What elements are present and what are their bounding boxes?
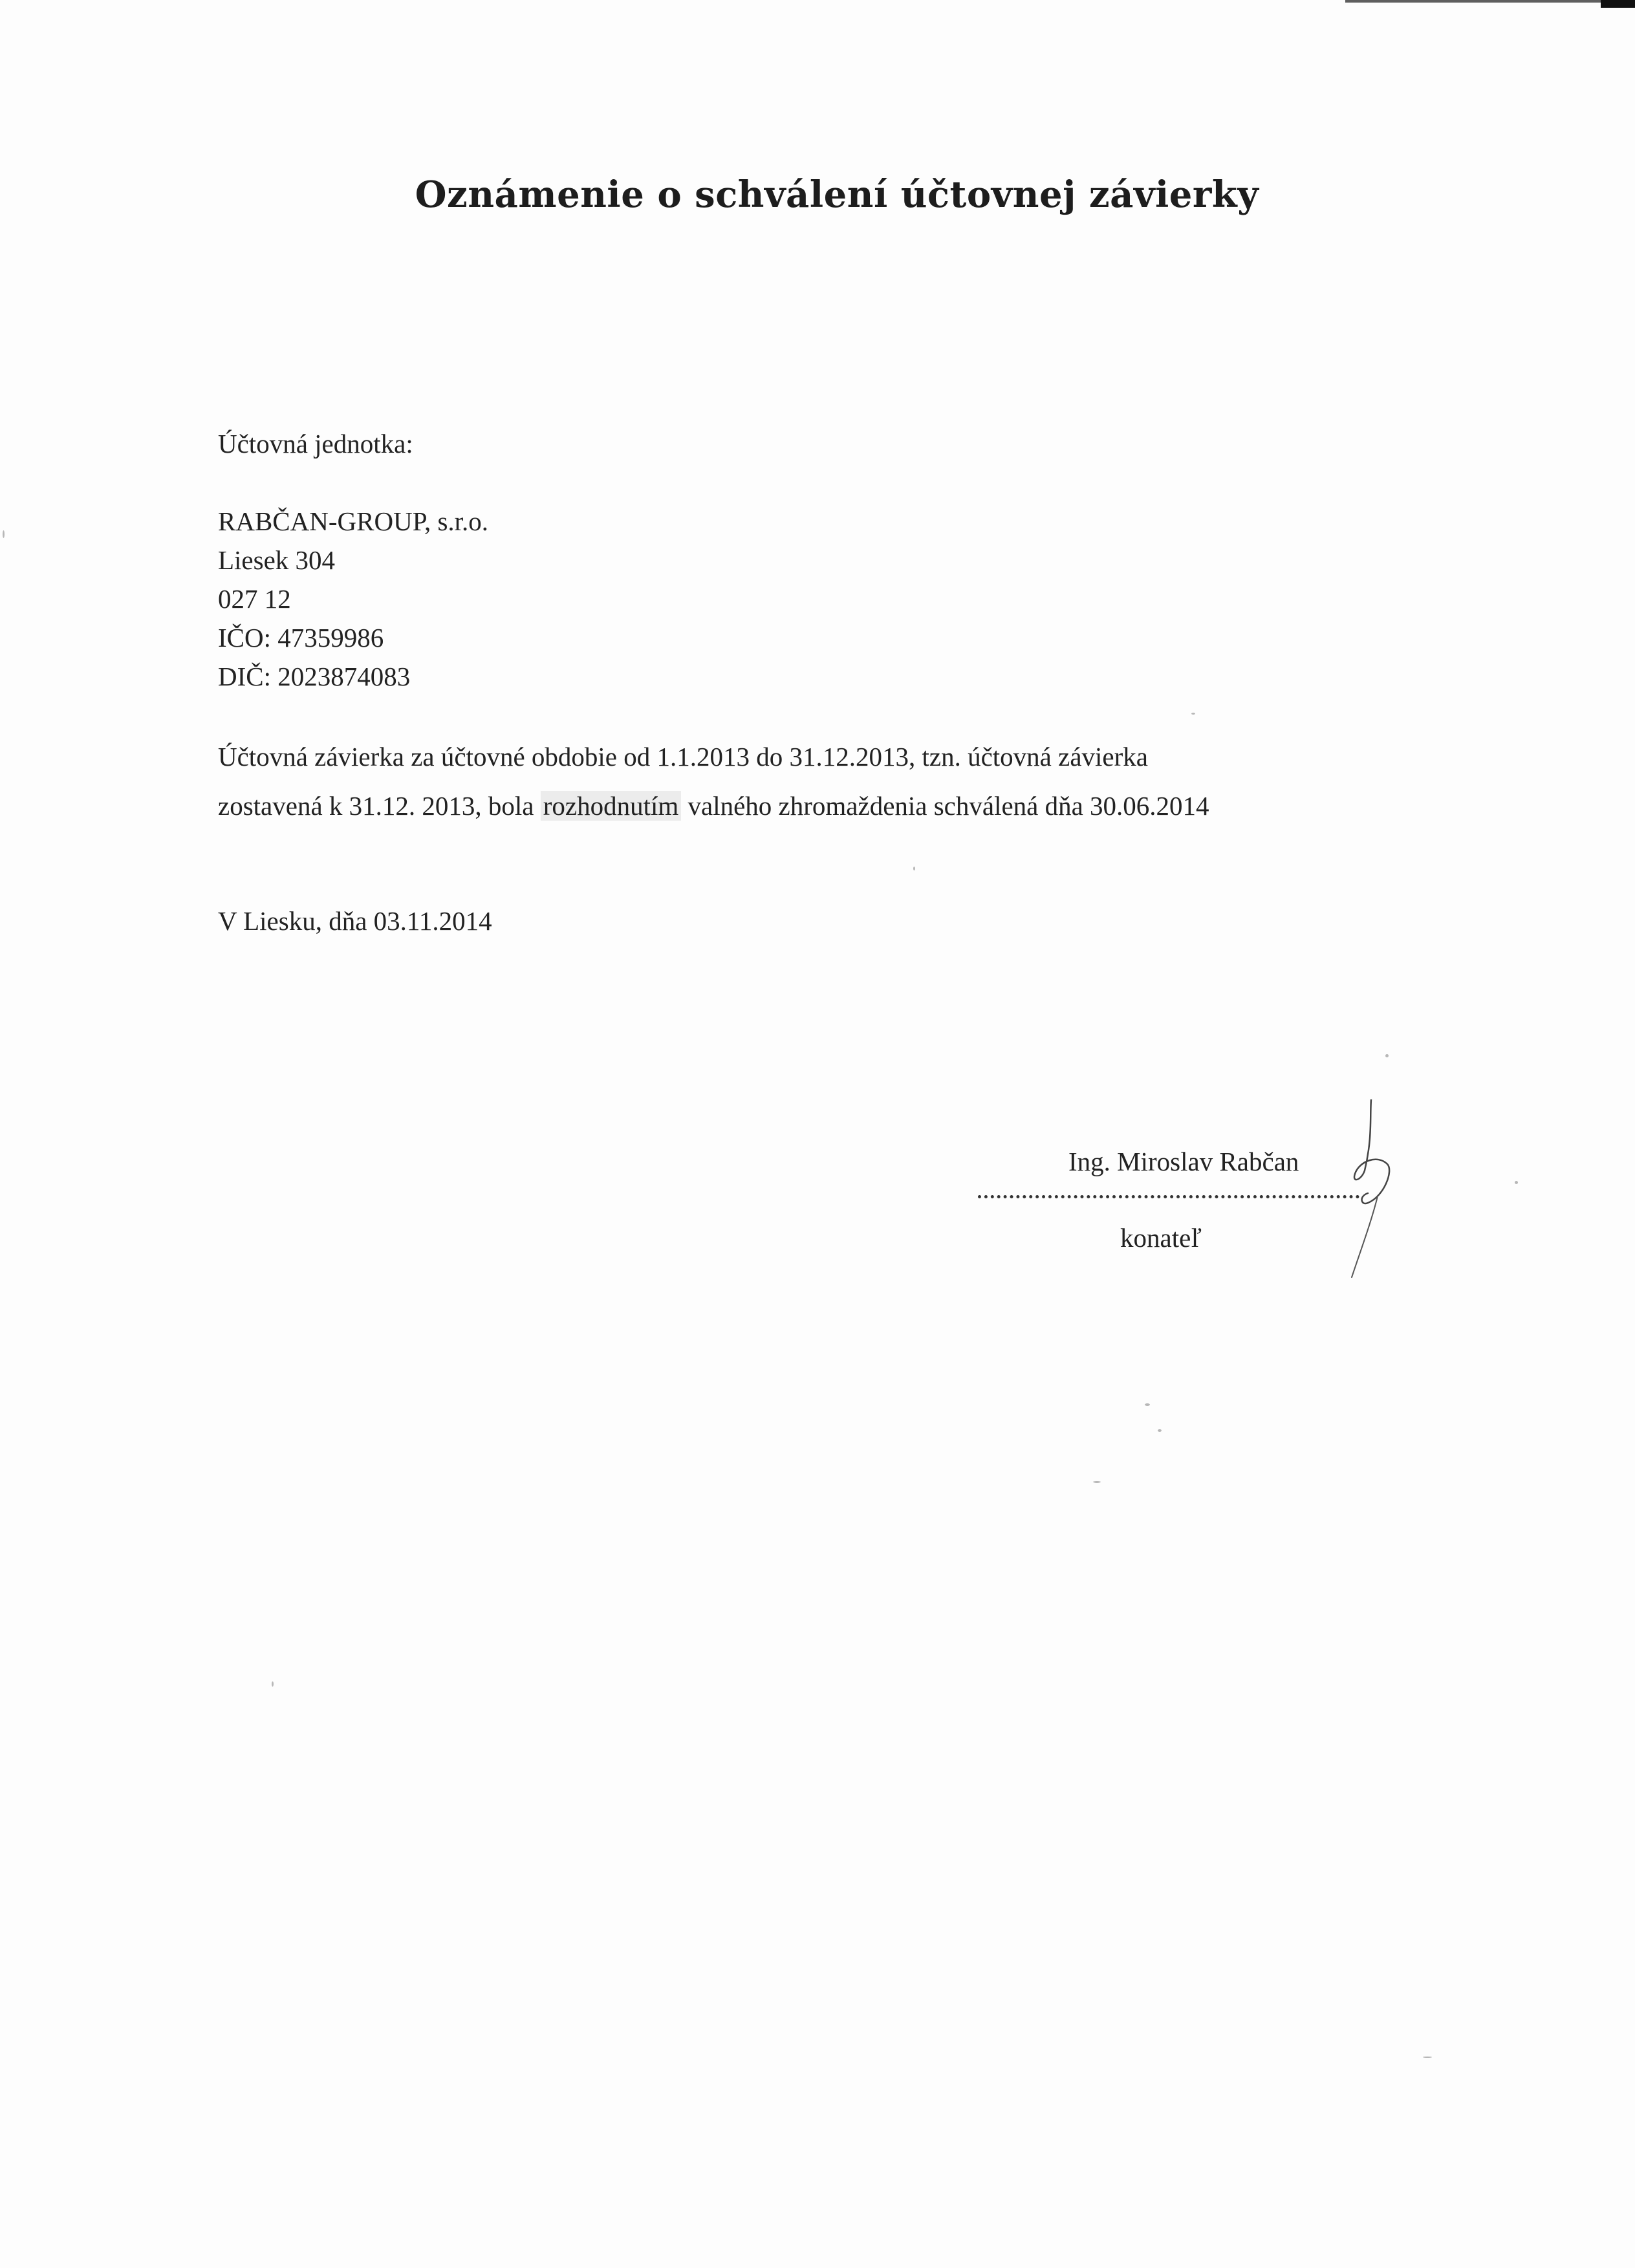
scan-edge-line <box>1345 0 1635 3</box>
scan-edge-mark <box>1601 0 1635 8</box>
signature-dotted-line <box>978 1195 1359 1198</box>
scan-speck <box>1191 713 1195 715</box>
place-date: V Liesku, dňa 03.11.2014 <box>218 906 492 936</box>
statement-highlight: rozhodnutím <box>541 791 682 821</box>
scan-speck <box>1515 1181 1518 1184</box>
scan-speck <box>1158 1429 1162 1432</box>
statement-line-1-text: Účtovná závierka za účtovné obdobie od 1.1.2013 do 31.12.2013, tzn. účtovná závierka <box>218 742 1148 772</box>
entity-dic: DIČ: 2023874083 <box>218 662 411 691</box>
entity-street: Liesek 304 <box>218 545 336 575</box>
entity-name: RABČAN-GROUP, s.r.o. <box>218 506 489 536</box>
entity-label: Účtovná jednotka: <box>218 429 413 459</box>
document-title: Oznámenie o schválení účtovnej závierky <box>415 173 1259 216</box>
scan-speck <box>3 530 5 538</box>
scan-speck <box>1423 2057 1432 2058</box>
statement-line-1 <box>218 732 1148 781</box>
statement-line-2-end: valného zhromaždenia schválená dňa 30.06.2014 <box>681 791 1209 821</box>
scan-speck <box>913 867 915 870</box>
handwritten-signature <box>1332 1099 1410 1280</box>
signer-role: konateľ <box>1120 1223 1202 1253</box>
entity-ico: IČO: 47359986 <box>218 623 384 653</box>
scan-speck <box>1385 1054 1389 1057</box>
scan-speck <box>272 1681 274 1687</box>
scan-speck <box>1093 1481 1101 1483</box>
signer-name: Ing. Miroslav Rabčan <box>1068 1147 1299 1176</box>
statement-line-2-start: zostavená k 31.12. 2013, bola <box>218 791 541 821</box>
scan-speck <box>1145 1403 1150 1406</box>
statement-line-2 <box>218 781 1209 830</box>
entity-postal-code: 027 12 <box>218 584 291 614</box>
